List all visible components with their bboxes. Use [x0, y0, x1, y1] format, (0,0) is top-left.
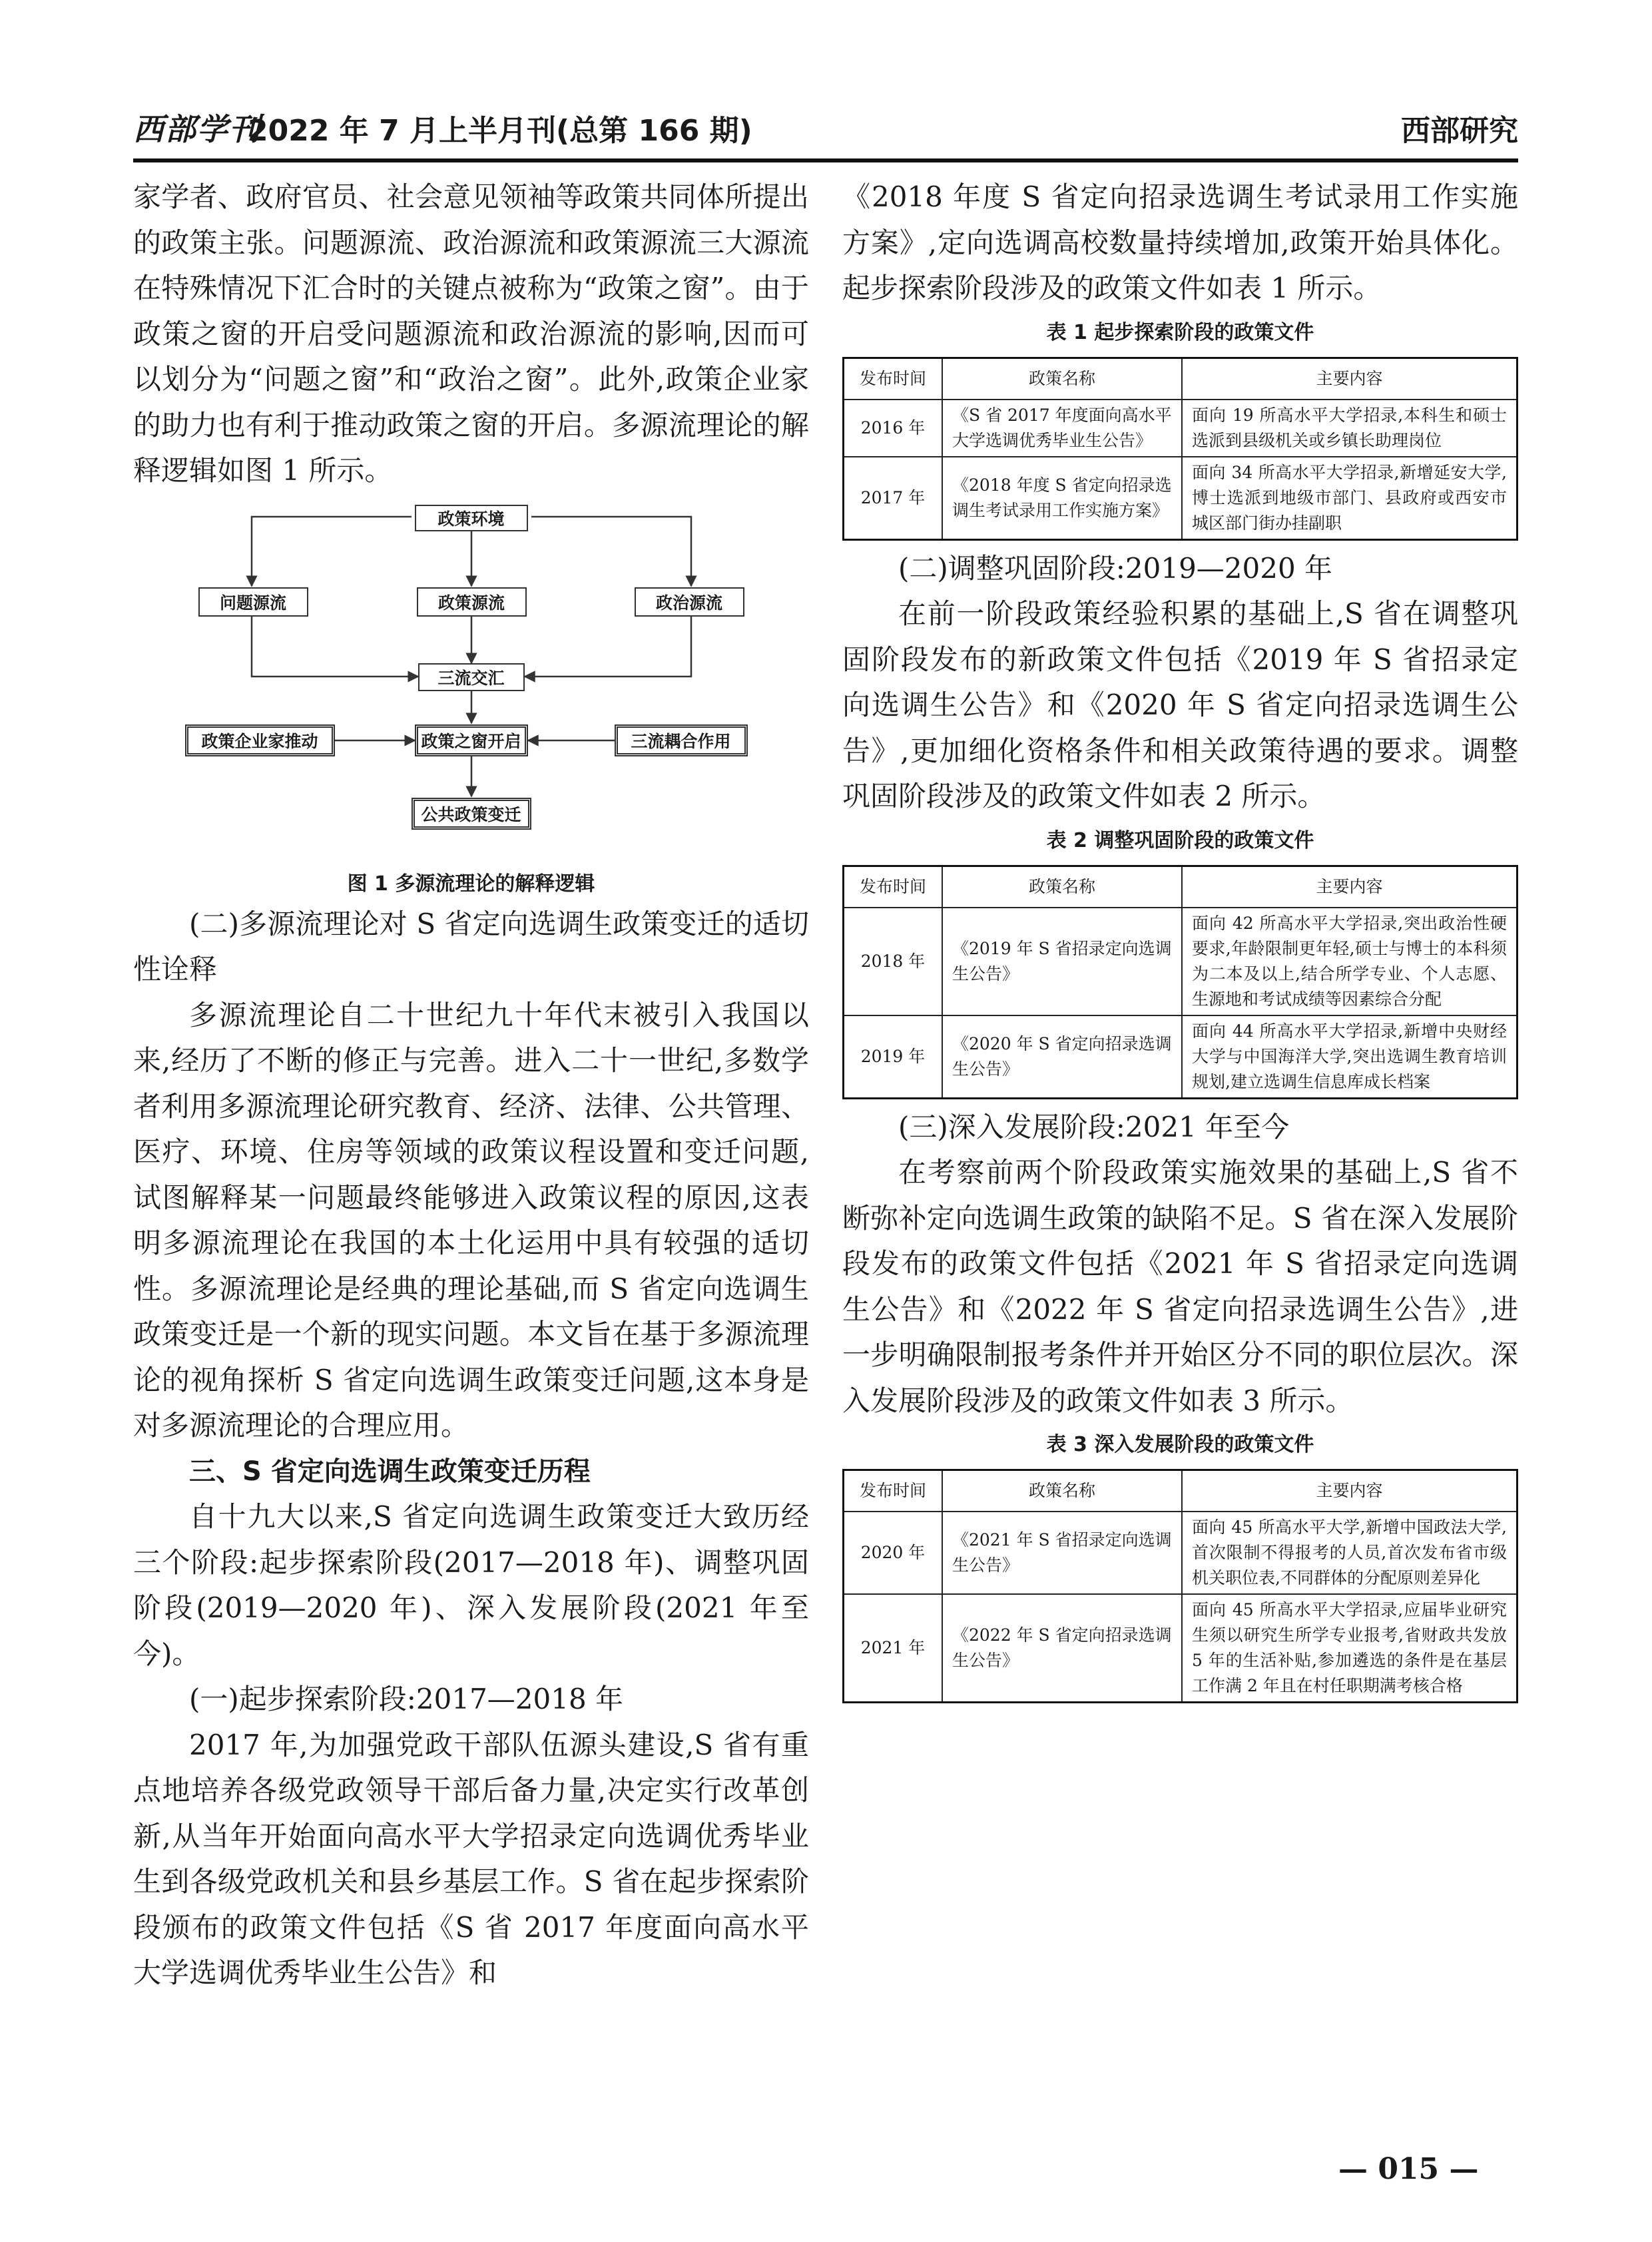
paragraph: 多源流理论自二十世纪九十年代末被引入我国以来,经历了不断的修正与完善。进入二十一世纪,多数学者利用多源流理论研究教育、经济、法律、公共管理、医疗、环境、住房等领域的政策议程设置和变迁问题,试图解释某一问题最终能够进入政策议程的原因,这表明多源流理论在我国的本土化运用中具有较强的适切性。多源流理论是经典的理论基础,而 S 省定向选调生政策变迁是一个新的现实问题。本文旨在基于多源流理论的视角探析 S 省定向选调生政策变迁问题,这本身是对多源流理论的合理应用。 — [133, 998, 809, 1442]
node-public-policy-change: 公共政策变迁 — [412, 798, 531, 830]
table-2 — [842, 865, 1518, 1099]
header-cell: 发布时间 — [844, 866, 943, 908]
section-heading: 三、S 省定向选调生政策变迁历程 — [189, 1456, 591, 1487]
paragraph: 家学者、政府官员、社会意见领袖等政策共同体所提出的政策主张。问题源流、政治源流和政策源流三大源流在特殊情况下汇合时的关键点被称为“政策之窗”。由于政策之窗的开启受问题源流和政治源流的影响,因而可以划分为“问题之窗”和“政治之窗”。此外,政策企业家的助力也有利于推动政策之窗的开启。多源流理论的解释逻辑如图 1 所示。 — [133, 180, 809, 487]
node-politics-stream: 政治源流 — [635, 587, 744, 617]
cell-date: 2017 年 — [844, 457, 943, 540]
table-caption: 表 2 调整巩固阶段的政策文件 — [1046, 828, 1314, 852]
cell-content: 面向 44 所高水平大学招录,新增中央财经大学与中国海洋大学,突出选调生教育培训规划,建立选调生信息库成长档案 — [1182, 1015, 1517, 1099]
subheading: (二)调整巩固阶段:2019—2020 年 — [898, 551, 1333, 585]
paragraph: 自十九大以来,S 省定向选调生政策变迁大致历经三个阶段:起步探索阶段(2017—2018 年)、调整巩固阶段(2019—2020 年)、深入发展阶段(2021 年至今)。 — [133, 1500, 809, 1670]
table-row — [844, 1594, 1517, 1703]
node-policy-window: 政策之窗开启 — [415, 724, 528, 756]
paragraph: 在前一阶段政策经验积累的基础上,S 省在调整巩固阶段发布的新政策文件包括《2019 年 S 省招录定向选调生公告》和《2020 年 S 省定向招录选调生公告》,更加细化资格条件和相关政策待遇的要求。调整巩固阶段涉及的政策文件如表 2 所示。 — [842, 597, 1518, 812]
paragraph: 《2018 年度 S 省定向招录选调生考试录用工作实施方案》,定向选调高校数量持续增加,政策开始具体化。起步探索阶段涉及的政策文件如表 1 所示。 — [842, 180, 1518, 304]
header-rule — [133, 158, 1518, 162]
table-header-row — [844, 866, 1517, 908]
node-policy-stream: 政策源流 — [417, 587, 527, 617]
cell-policy: 《2019 年 S 省招录定向选调生公告》 — [942, 908, 1182, 1015]
table-header-row — [844, 1470, 1517, 1512]
header-cell: 发布时间 — [844, 358, 943, 400]
header-cell: 主要内容 — [1182, 358, 1517, 400]
cell-date: 2018 年 — [844, 908, 943, 1015]
node-problem-stream: 问题源流 — [198, 587, 308, 617]
figure-caption: 图 1 多源流理论的解释逻辑 — [347, 872, 595, 896]
header-cell: 主要内容 — [1182, 866, 1517, 908]
table-caption: 表 1 起步探索阶段的政策文件 — [1046, 320, 1314, 344]
cell-content: 面向 34 所高水平大学招录,新增延安大学,博士选派到地级市部门、县政府或西安市城区部门街办挂副职 — [1182, 457, 1517, 540]
table-caption: 表 3 深入发展阶段的政策文件 — [1046, 1433, 1314, 1456]
header-cell: 发布时间 — [844, 1470, 943, 1512]
right-column — [842, 174, 1518, 1703]
section-name: 西部研究 — [1401, 114, 1518, 148]
table-1 — [842, 357, 1518, 541]
header-cell: 主要内容 — [1182, 1470, 1517, 1512]
subheading: (二)多源流理论对 S 省定向选调生政策变迁的适切性诠释 — [133, 907, 809, 985]
table-3 — [842, 1469, 1518, 1703]
table-row — [844, 1015, 1517, 1099]
issue-info: 2022 年 7 月上半月刊(总第 166 期) — [248, 114, 752, 148]
node-confluence: 三流交汇 — [418, 663, 525, 691]
running-header — [133, 105, 1518, 148]
cell-date: 2019 年 — [844, 1015, 943, 1099]
node-policy-environment: 政策环境 — [415, 505, 528, 531]
cell-date: 2020 年 — [844, 1512, 943, 1594]
page-number: — 015 — — [1338, 2152, 1479, 2186]
cell-policy: 《2018 年度 S 省定向招录选调生考试录用工作实施方案》 — [942, 457, 1182, 540]
header-cell: 政策名称 — [942, 358, 1182, 400]
cell-content: 面向 42 所高水平大学招录,突出政治性硬要求,年龄限制更年轻,硕士与博士的本科须为二本及以上,结合所学专业、个人志愿、生源地和考试成绩等因素综合分配 — [1182, 908, 1517, 1015]
table-row — [844, 400, 1517, 457]
node-policy-entrepreneur: 政策企业家推动 — [185, 724, 335, 756]
figure-1 — [185, 503, 758, 863]
table-row — [844, 1512, 1517, 1594]
cell-policy: 《S 省 2017 年度面向高水平大学选调优秀毕业生公告》 — [942, 400, 1182, 457]
paragraph: 在考察前两个阶段政策实施效果的基础上,S 省不断弥补定向选调生政策的缺陷不足。S 省在深入发展阶段发布的政策文件包括《2021 年 S 省招录定向选调生公告》和《2022 年 S 省定向招录选调生公告》,进一步明确限制报考条件并开始区分不同的职位层次。深入发展阶段涉及的政策文件如表 3 所示。 — [842, 1156, 1518, 1417]
cell-date: 2021 年 — [844, 1594, 943, 1703]
table-row — [844, 908, 1517, 1015]
header-cell: 政策名称 — [942, 1470, 1182, 1512]
table-row — [844, 457, 1517, 540]
header-cell: 政策名称 — [942, 866, 1182, 908]
cell-policy: 《2022 年 S 省定向招录选调生公告》 — [942, 1594, 1182, 1703]
table-header-row — [844, 358, 1517, 400]
subheading: (一)起步探索阶段:2017—2018 年 — [189, 1683, 624, 1715]
cell-policy: 《2020 年 S 省定向招录选调生公告》 — [942, 1015, 1182, 1099]
cell-policy: 《2021 年 S 省招录定向选调生公告》 — [942, 1512, 1182, 1594]
cell-content: 面向 45 所高水平大学招录,应届毕业研究生须以研究生所学专业报考,省财政共发放 5 年的生活补贴,参加遴选的条件是在基层工作满 2 年且在村任职期满考核合格 — [1182, 1594, 1517, 1703]
cell-content: 面向 19 所高水平大学招录,本科生和硕士选派到县级机关或乡镇长助理岗位 — [1182, 400, 1517, 457]
paragraph: 2017 年,为加强党政干部队伍源头建设,S 省有重点地培养各级党政领导干部后备力量,决定实行改革创新,从当年开始面向高水平大学招录定向选调优秀毕业生到各级党政机关和县乡基层工作。S 省在起步探索阶段颁布的政策文件包括《S 省 2017 年度面向高水平大学选调优秀毕业生公告》和 — [133, 1728, 809, 1989]
cell-date: 2016 年 — [844, 400, 943, 457]
subheading: (三)深入发展阶段:2021 年至今 — [898, 1110, 1290, 1143]
left-column — [133, 174, 809, 1996]
node-stream-coupling: 三流耦合作用 — [615, 724, 748, 756]
cell-content: 面向 45 所高水平大学,新增中国政法大学,首次限制不得报考的人员,首次发布省市级机关职位表,不同群体的分配原则差异化 — [1182, 1512, 1517, 1594]
journal-logo: 西部学刊 — [133, 111, 261, 147]
